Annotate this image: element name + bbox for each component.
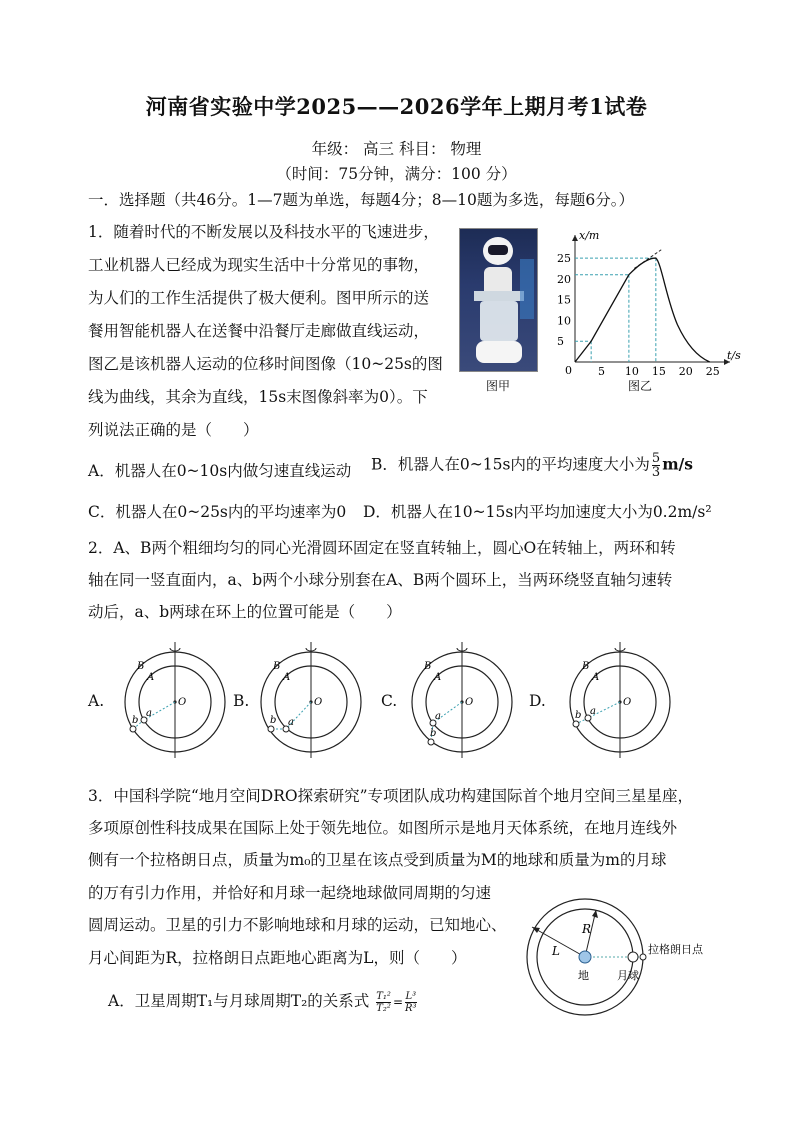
q1-line: 1．随着时代的不断发展以及科技水平的飞速进步， — [88, 223, 439, 241]
xt-curve — [575, 258, 710, 362]
label-lagrange: 拉格朗日点 — [648, 943, 703, 956]
q1-line: 线为曲线，其余为直线，15s末图像斜率为0）。下 — [88, 388, 428, 406]
label-R: R — [582, 922, 592, 936]
label-O: O — [623, 697, 632, 708]
label-B: B — [582, 661, 590, 672]
ratio-formula: $\frac{\text{L³}}{\text{R³}}$ — [405, 990, 417, 1014]
xt-graph — [545, 229, 741, 390]
y-tick-label: 20 — [557, 272, 571, 286]
q3-line: 圆周运动。卫星的引力不影响地球和月球的运动，已知地心、 — [88, 916, 507, 934]
label-b: b — [430, 728, 437, 739]
ball-b — [268, 726, 274, 732]
label-b: b — [132, 715, 139, 726]
label-L: L — [552, 944, 560, 958]
equals: = — [392, 995, 403, 1009]
ring-diagram-a — [120, 640, 235, 760]
period-formula: $\frac{\text{T₁²}}{\text{T₂²}}$ — [376, 990, 391, 1014]
q2-line: 2．A、B两个粗细均匀的同心光滑圆环固定在竖直转轴上，圆心O在转轴上，两环和转 — [88, 539, 676, 557]
label-B: B — [424, 661, 432, 672]
label-O: O — [178, 697, 187, 708]
q1-line: 列说法正确的是（ ） — [88, 421, 259, 439]
q3-line: 的万有引力作用，并恰好和月球一起绕地球做同周期的匀速 — [88, 884, 492, 902]
label-B: B — [137, 661, 145, 672]
page-title: 河南省实验中学2025——2026学年上期月考1试卷 — [145, 94, 648, 119]
label-b: b — [270, 715, 277, 726]
label-A: A — [592, 672, 600, 683]
fig-a-caption: 图甲 — [486, 379, 511, 393]
q2-line: 轴在同一竖直面内，a、b两个小球分别套在A、B两个圆环上，当两环绕竖直轴匀速转 — [88, 571, 673, 589]
moon-icon — [628, 952, 638, 962]
robot-photo — [459, 228, 538, 372]
ball-b — [130, 726, 136, 732]
y-tick-label: 5 — [557, 335, 564, 349]
ring-diagram-c — [407, 640, 522, 760]
label-earth: 地 — [578, 969, 589, 982]
q2-option-d-label: D. — [529, 692, 546, 710]
q1-line: 图乙是该机器人运动的位移时间图像（10~25s的图 — [88, 355, 443, 373]
label-a: a — [146, 708, 152, 719]
ring-diagram-d — [565, 640, 680, 760]
label-A: A — [283, 672, 291, 683]
q1-line: 工业机器人已经成为现实生活中十分常见的事物， — [88, 256, 430, 274]
q1-option-b — [371, 452, 693, 479]
y-tick-label: 25 — [557, 252, 571, 266]
x-tick-label: 25 — [705, 365, 720, 378]
q1-option-a: A．机器人在0~10s内做匀速直线运动 — [88, 462, 352, 480]
q2-option-c-label: C. — [381, 692, 398, 710]
ball-b — [428, 739, 434, 745]
x-tick-label: 10 — [624, 365, 639, 378]
q1-option-d: D．机器人在10~15s内平均加速度大小为0.2m/s² — [363, 503, 712, 521]
y-arrow — [572, 235, 578, 241]
earth-icon — [579, 951, 591, 963]
label-a: a — [435, 711, 441, 722]
label-b: b — [575, 710, 582, 721]
q2-option-a-label: A. — [88, 692, 105, 710]
q3-option-a — [108, 989, 419, 1014]
ball-b — [573, 721, 579, 727]
origin-label: 0 — [565, 364, 572, 377]
fraction — [652, 452, 660, 479]
q1-option-b-text: B．机器人在0~15s内的平均速度大小为 — [371, 455, 650, 474]
x-tick-label: 5 — [597, 365, 605, 378]
q1-option-c: C．机器人在0~25s内的平均速率为0 — [88, 503, 347, 521]
numerator: 5 — [651, 451, 661, 466]
label-a: a — [590, 706, 596, 717]
time-score: （时间：75分钟，满分：100 分） — [276, 165, 517, 183]
q3-line: 多项原创性科技成果在国际上处于领先地位。如图所示是地月天体系统，在地月连线外 — [88, 819, 678, 837]
q3-line: 侧有一个拉格朗日点，质量为m₀的卫星在该点受到质量为M的地球和质量为m的月球 — [88, 851, 667, 869]
y-tick-label: 15 — [557, 293, 571, 307]
section-heading: 一．选择题（共46分。1—7题为单选，每题4分；8—10题为多选，每题6分。） — [88, 191, 635, 209]
q2-option-b-label: B. — [233, 692, 250, 710]
x-axis-label: t/s — [727, 349, 741, 362]
label-moon: 月球 — [617, 969, 639, 982]
y-axis-label: x/m — [579, 229, 600, 242]
grade-subject: 年级： 高三 科目： 物理 — [311, 140, 482, 158]
lagrange-point-icon — [640, 954, 646, 960]
unit: m/s — [662, 454, 693, 474]
y-tick-label: 10 — [557, 314, 571, 328]
label-B: B — [273, 661, 281, 672]
q3-line: 3．中国科学院“地月空间DRO探索研究”专项团队成功构建国际首个地月空间三星星座， — [88, 787, 694, 805]
ring-diagram-b — [256, 640, 371, 760]
label-O: O — [465, 697, 474, 708]
label-O: O — [314, 697, 323, 708]
denominator: 3 — [651, 465, 661, 480]
label-A: A — [434, 672, 442, 683]
x-tick-label: 15 — [651, 365, 666, 378]
label-A: A — [147, 672, 155, 683]
q1-line: 餐用智能机器人在送餐中沿餐厅走廊做直线运动， — [88, 322, 430, 340]
chart-group — [557, 229, 741, 378]
fig-b-caption: 图乙 — [628, 379, 653, 393]
q1-line: 为人们的工作生活提供了极大便利。图甲所示的送 — [88, 289, 430, 307]
x-tick-label: 20 — [678, 365, 693, 378]
q2-line: 动后，a、b两球在环上的位置可能是（ ） — [88, 603, 402, 621]
earth-moon-diagram — [520, 895, 740, 1025]
q3-option-a-text: A．卫星周期T₁与月球周期T₂的关系式 — [108, 992, 370, 1010]
q3-line: 月心间距为R，拉格朗日点距地心距离为L，则（ ） — [88, 949, 467, 967]
label-a: a — [288, 717, 294, 728]
